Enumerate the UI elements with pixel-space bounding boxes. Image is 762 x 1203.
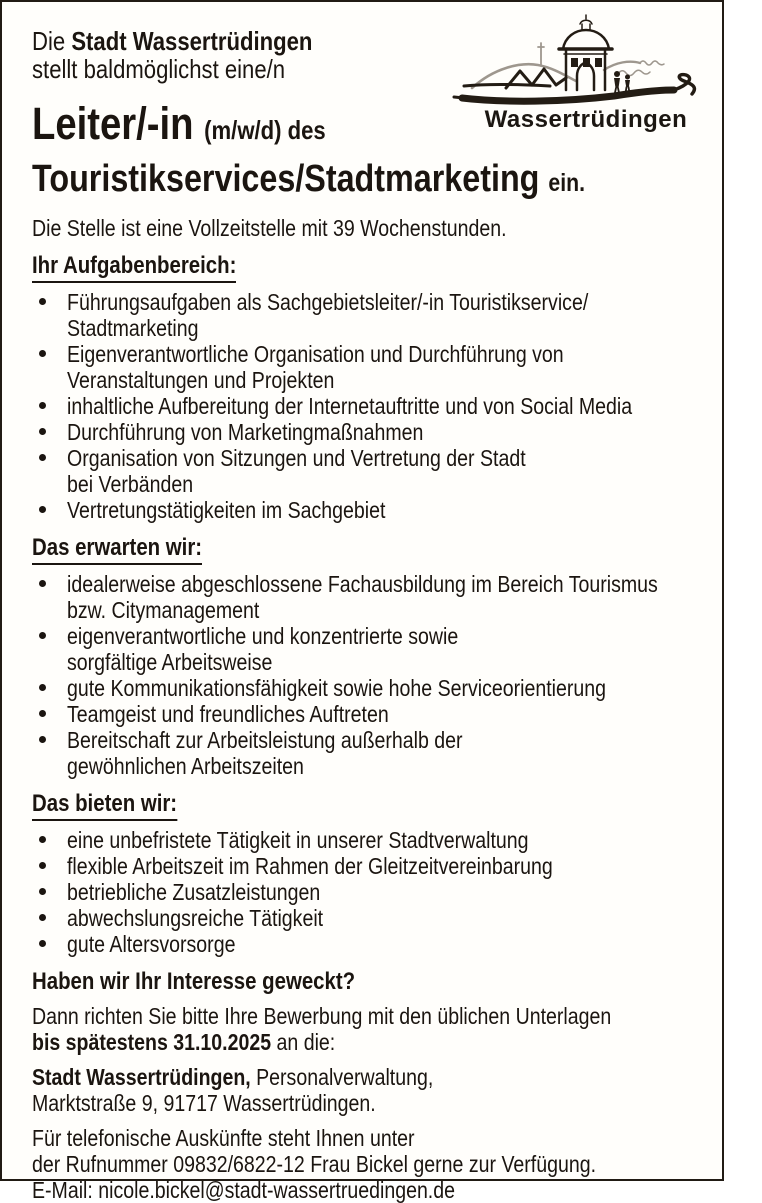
offer-list xyxy=(32,827,704,957)
town-skyline-icon xyxy=(454,14,718,108)
section-heading-offer-text: Das bieten wir: xyxy=(32,790,177,821)
bullet-icon xyxy=(39,888,46,895)
intro-line2: stellt baldmöglichst eine/n xyxy=(32,54,286,84)
list-item-text: flexible Arbeitszeit im Rahmen der Gleitzeitvereinbarung xyxy=(67,853,553,879)
fulltime-summary xyxy=(32,215,704,241)
bullet-icon xyxy=(39,454,46,461)
list-item xyxy=(32,727,704,779)
list-item xyxy=(32,289,704,341)
job-title-suffix: ein. xyxy=(548,169,586,197)
bullet-icon xyxy=(39,710,46,717)
address-department: Personalverwaltung, xyxy=(256,1064,434,1090)
list-item xyxy=(32,905,704,931)
list-item-text: eine unbefristete Tätigkeit in unserer Stadtverwaltung xyxy=(67,827,529,853)
list-item-text: idealerweise abgeschlossene Fachausbildung im Bereich Tourismus bzw. Citymanagement xyxy=(67,571,658,623)
section-heading-offer xyxy=(32,790,704,821)
list-item-text: abwechslungsreiche Tätigkeit xyxy=(67,905,324,931)
list-item xyxy=(32,931,704,957)
bullet-icon xyxy=(39,298,46,305)
list-item-text: Führungsaufgaben als Sachgebietsleiter/-in Touristikservice/ Stadtmarketing xyxy=(67,289,589,341)
address-org: Stadt Wassertrüdingen, xyxy=(32,1064,251,1090)
bullet-icon xyxy=(39,914,46,921)
list-item xyxy=(32,419,704,445)
intro-org-name: Stadt Wassertrüdingen xyxy=(71,26,313,56)
bullet-icon xyxy=(39,402,46,409)
section-heading-expectations-text: Das erwarten wir: xyxy=(32,534,202,565)
list-item-text: Vertretungstätigkeiten im Sachgebiet xyxy=(67,497,386,523)
section-heading-expectations xyxy=(32,534,704,565)
list-item-text: Durchführung von Marketingmaßnahmen xyxy=(67,419,424,445)
bullet-icon xyxy=(39,684,46,691)
list-item xyxy=(32,701,704,727)
bullet-icon xyxy=(39,836,46,843)
tasks-list xyxy=(32,289,704,523)
section-heading-tasks-text: Ihr Aufgabenbereich: xyxy=(32,252,236,283)
contact-info xyxy=(32,1125,704,1203)
bullet-icon xyxy=(39,428,46,435)
apply-line1: Dann richten Sie bitte Ihre Bewerbung mit den üblichen Unterlagen xyxy=(32,1003,612,1029)
bullet-icon xyxy=(39,350,46,357)
list-item-text: Organisation von Sitzungen und Vertretung der Stadt bei Verbänden xyxy=(67,445,526,497)
list-item-text: Bereitschaft zur Arbeitsleistung außerhalb der gewöhnlichen Arbeitszeiten xyxy=(67,727,463,779)
list-item xyxy=(32,827,704,853)
bullet-icon xyxy=(39,736,46,743)
list-item xyxy=(32,675,704,701)
list-item-text: Teamgeist und freundliches Auftreten xyxy=(67,701,389,727)
list-item-text: eigenverantwortliche und konzentrierte sowie sorgfältige Arbeitsweise xyxy=(67,623,459,675)
bullet-icon xyxy=(39,940,46,947)
job-title-line2 xyxy=(32,156,704,207)
list-item xyxy=(32,445,704,497)
list-item-text: gute Kommunikationsfähigkeit sowie hohe Serviceorientierung xyxy=(67,675,607,701)
list-item-text: betriebliche Zusatzleistungen xyxy=(67,879,321,905)
application-instructions xyxy=(32,1003,704,1055)
bullet-icon xyxy=(39,580,46,587)
job-title-department: Touristikservices/Stadtmarketing xyxy=(32,158,540,200)
postal-address xyxy=(32,1064,704,1116)
list-item xyxy=(32,497,704,523)
job-title-gender: (m/w/d) des xyxy=(204,115,326,145)
list-item xyxy=(32,393,704,419)
bullet-icon xyxy=(39,506,46,513)
interest-heading-text: Haben wir Ihr Interesse geweckt? xyxy=(32,968,356,995)
interest-heading xyxy=(32,968,704,996)
list-item-text: inhaltliche Aufbereitung der Internetauftritte und von Social Media xyxy=(67,393,633,419)
intro-line1-prefix: Die xyxy=(32,26,66,56)
logo-town-name: Wassertrüdingen xyxy=(484,106,688,133)
list-item-text: Eigenverantwortliche Organisation und Durchführung von Veranstaltungen und Projekten xyxy=(67,341,564,393)
list-item-text: gute Altersvorsorge xyxy=(67,931,236,957)
intro-lines xyxy=(32,27,312,83)
list-item xyxy=(32,571,704,623)
section-heading-tasks xyxy=(32,252,704,283)
apply-deadline: bis spätestens 31.10.2025 xyxy=(32,1029,272,1055)
list-item xyxy=(32,853,704,879)
list-item xyxy=(32,341,704,393)
fulltime-summary-text: Die Stelle ist eine Vollzeitstelle mit 39 Wochenstunden. xyxy=(32,215,507,241)
list-item xyxy=(32,623,704,675)
bullet-icon xyxy=(39,632,46,639)
job-title-main: Leiter/-in xyxy=(32,98,194,149)
address-street-city: Marktstraße 9, 91717 Wassertrüdingen. xyxy=(32,1090,376,1116)
apply-line2-rest: an die: xyxy=(276,1029,336,1055)
expectations-list xyxy=(32,571,704,779)
bullet-icon xyxy=(39,862,46,869)
contact-info-text: Für telefonische Auskünfte steht Ihnen unter der Rufnummer 09832/6822-12 Frau Bickel gerne zur Verfügung. E-Mail: nicole.bickel@stadt-wassertruedingen.de xyxy=(32,1125,597,1203)
city-logo xyxy=(454,14,718,138)
list-item xyxy=(32,879,704,905)
